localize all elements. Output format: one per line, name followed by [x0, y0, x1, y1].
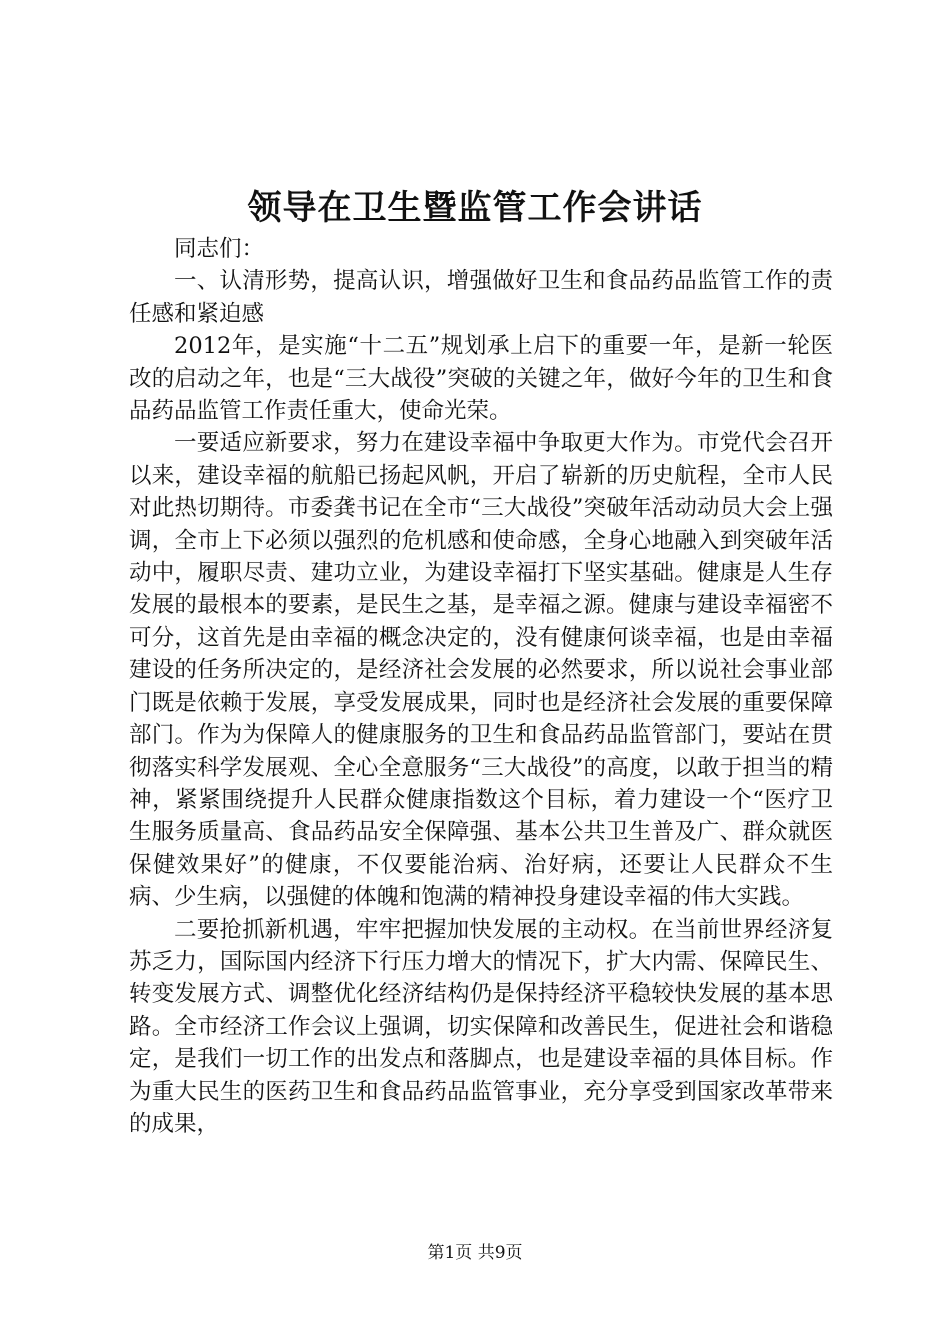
- page-number-footer: 第1页 共9页: [427, 1243, 523, 1263]
- document-title: 领导在卫生暨监管工作会讲话: [247, 188, 703, 228]
- body-paragraph: 二要抢抓新机遇，牢牢把握加快发展的主动权。在当前世界经济复苏乏力，国际国内经济下行压力增大的情况下，扩大内需、保障民生、转变发展方式、调整优化经济结构仍是保持经济平稳较快发展的基本思路。全市经济工作会议上强调，切实保障和改善民生，促进社会和谐稳定，是我们一切工作的出发点和落脚点，也是建设幸福的具体目标。作为重大民生的医药卫生和食品药品监管事业，充分享受到国家改革带来的成果，: [129, 916, 833, 1137]
- salutation: 同志们：: [174, 236, 265, 262]
- body-paragraph: 2012年，是实施“十二五”规划承上启下的重要一年，是新一轮医改的启动之年，也是“三大战役”突破的关键之年，做好今年的卫生和食品药品监管工作责任重大，使命光荣。: [129, 333, 833, 425]
- body-paragraph: 一要适应新要求，努力在建设幸福中争取更大作为。市党代会召开以来，建设幸福的航船已扬起风帆，开启了崭新的历史航程，全市人民对此热切期待。市委龚书记在全市“三大战役”突破年活动动员大会上强调，全市上下必须以强烈的危机感和使命感，全身心地融入到突破年活动中，履职尽责、建功立业，为建设幸福打下坚实基础。健康是人生存发展的最根本的要素，是民生之基，是幸福之源。健康与建设幸福密不可分，这首先是由幸福的概念决定的，没有健康何谈幸福，也是由幸福建设的任务所决定的，是经济社会发展的必然要求，所以说社会事业部门既是依赖于发展，享受发展成果，同时也是经济社会发展的重要保障部门。作为为保障人的健康服务的卫生和食品药品监管部门，要站在贯彻落实科学发展观、全心全意服务“三大战役”的高度，以敢于担当的精神，紧紧围绕提升人民群众健康指数这个目标，着力建设一个“医疗卫生服务质量高、食品药品安全保障强、基本公共卫生普及广、群众就医保健效果好”的健康，不仅要能治病、治好病，还要让人民群众不生病、少生病，以强健的体魄和饱满的精神投身建设幸福的伟大实践。: [129, 430, 833, 911]
- document-body: [129, 233, 833, 1140]
- section-heading-1: 一、认清形势，提高认识，增强做好卫生和食品药品监管工作的责任感和紧迫感: [129, 268, 833, 327]
